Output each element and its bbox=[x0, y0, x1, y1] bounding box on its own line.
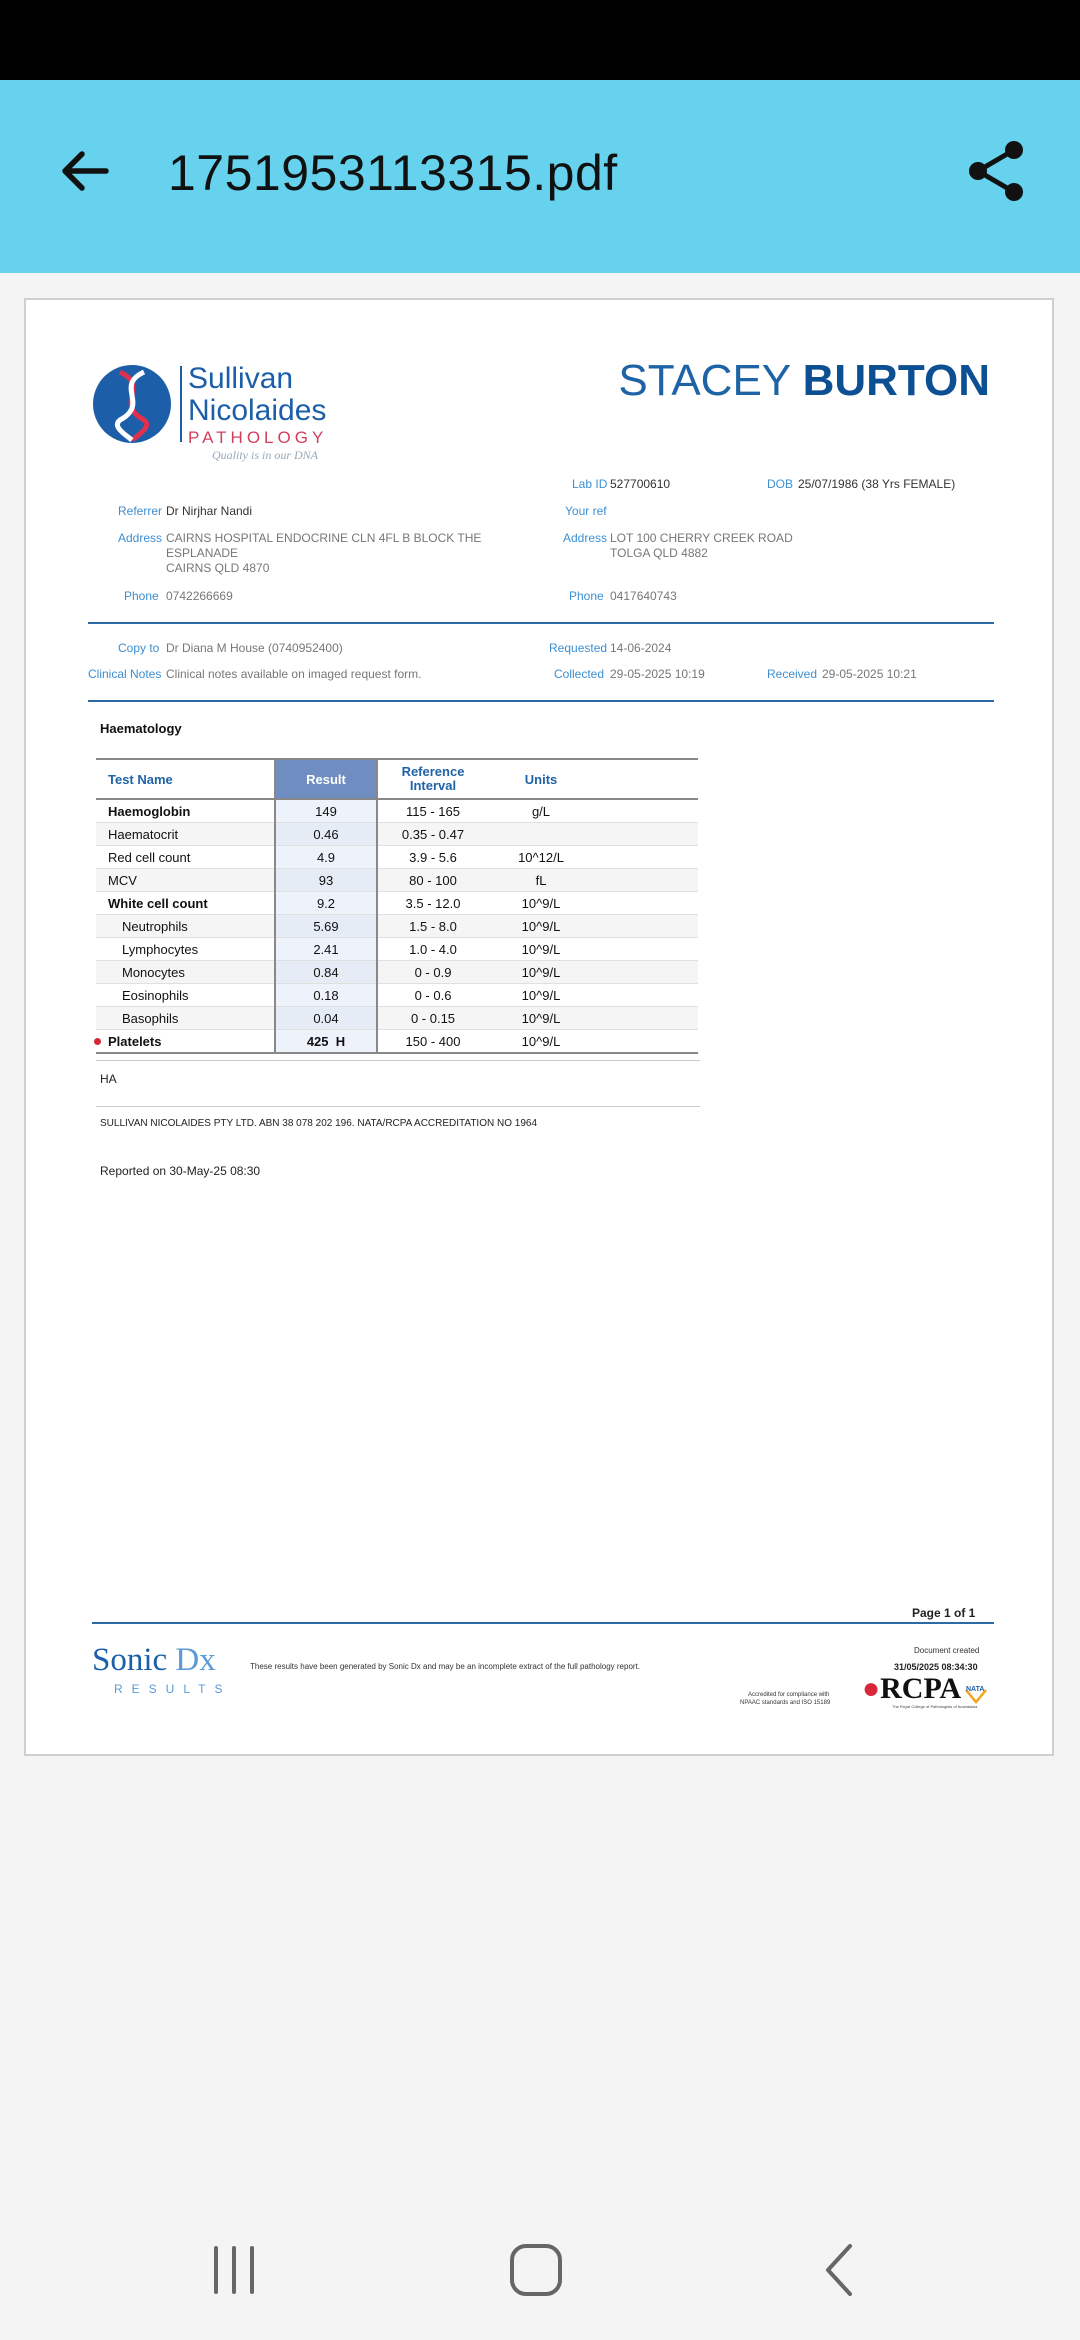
patient-name bbox=[618, 356, 990, 406]
test-reference: 1.0 - 4.0 bbox=[377, 938, 488, 961]
abnormal-flag-icon bbox=[94, 1038, 101, 1045]
test-unit: g/L bbox=[488, 799, 594, 823]
header-divider bbox=[88, 622, 994, 624]
patient-phone-label: Phone bbox=[569, 589, 604, 603]
test-name: Monocytes bbox=[96, 961, 275, 984]
col-test-name: Test Name bbox=[96, 759, 275, 799]
patient-address-label: Address bbox=[563, 531, 608, 545]
test-reference: 115 - 165 bbox=[377, 799, 488, 823]
row-spacer bbox=[594, 915, 698, 938]
table-row bbox=[96, 799, 698, 823]
home-icon[interactable] bbox=[506, 2240, 566, 2300]
page-indicator: Page 1 of 1 bbox=[912, 1606, 976, 1620]
clinical-notes-value: Clinical notes available on imaged request form. bbox=[166, 667, 422, 681]
col-spacer bbox=[594, 759, 698, 799]
table-bottom-rule bbox=[96, 1060, 700, 1061]
received-label: Received bbox=[767, 667, 818, 681]
sonic-dx-results: RESULTS bbox=[114, 1682, 232, 1696]
test-reference: 150 - 400 bbox=[377, 1030, 488, 1054]
lab-name-line1: Sullivan bbox=[188, 362, 294, 395]
back-arrow-icon[interactable] bbox=[56, 142, 114, 200]
sonic-brand-b: Dx bbox=[175, 1642, 216, 1678]
test-result: 0.18 bbox=[275, 984, 377, 1007]
col-result: Result bbox=[275, 759, 377, 799]
referrer-label: Referrer bbox=[118, 504, 163, 518]
table-row bbox=[96, 961, 698, 984]
initials-rule bbox=[96, 1106, 700, 1107]
section-title: Haematology bbox=[100, 721, 182, 736]
copy-to-label: Copy to bbox=[118, 641, 160, 655]
patient-phone-value: 0417640743 bbox=[610, 589, 677, 603]
test-name: Lymphocytes bbox=[96, 938, 275, 961]
collected-value: 29-05-2025 10:19 bbox=[610, 667, 705, 681]
lab-name-line3: PATHOLOGY bbox=[188, 428, 328, 447]
pdf-page[interactable] bbox=[24, 298, 1054, 1756]
rcpa-logo: ●RCPA bbox=[862, 1672, 962, 1705]
referrer-address-line3: CAIRNS QLD 4870 bbox=[166, 561, 270, 575]
test-result: 5.69 bbox=[275, 915, 377, 938]
dna-logo-icon bbox=[92, 364, 172, 444]
test-reference: 1.5 - 8.0 bbox=[377, 915, 488, 938]
document-created-value: 31/05/2025 08:34:30 bbox=[894, 1662, 978, 1672]
row-spacer bbox=[594, 823, 698, 846]
row-spacer bbox=[594, 938, 698, 961]
sonic-dx-wordmark bbox=[92, 1642, 216, 1679]
test-unit: 10^9/L bbox=[488, 1030, 594, 1054]
row-spacer bbox=[594, 799, 698, 823]
test-reference: 0 - 0.6 bbox=[377, 984, 488, 1007]
clinical-notes-label: Clinical Notes bbox=[88, 667, 162, 681]
referrer-phone-value: 0742266669 bbox=[166, 589, 233, 603]
test-name: White cell count bbox=[96, 892, 275, 915]
share-icon[interactable] bbox=[964, 138, 1030, 204]
dob-value: 25/07/1986 (38 Yrs FEMALE) bbox=[798, 477, 956, 491]
col-reference bbox=[377, 759, 488, 799]
test-name: Neutrophils bbox=[96, 915, 275, 938]
system-navigation-bar bbox=[0, 2200, 1080, 2340]
test-result: 93 bbox=[275, 869, 377, 892]
disclaimer: These results have been generated by Sonic Dx and may be an incomplete extract of the full pathology report. bbox=[250, 1662, 641, 1671]
test-result: 0.04 bbox=[275, 1007, 377, 1030]
test-result: 0.46 bbox=[275, 823, 377, 846]
collected-label: Collected bbox=[554, 667, 605, 681]
test-result: 2.41 bbox=[275, 938, 377, 961]
requested-label: Requested bbox=[549, 641, 608, 655]
test-name: Basophils bbox=[96, 1007, 275, 1030]
referrer-address-label: Address bbox=[118, 531, 163, 545]
col-units: Units bbox=[488, 759, 594, 799]
patient-first-name: STACEY bbox=[618, 356, 791, 405]
received-value: 29-05-2025 10:21 bbox=[822, 667, 917, 681]
patient-address-line1: LOT 100 CHERRY CREEK ROAD bbox=[610, 531, 793, 545]
table-row bbox=[96, 892, 698, 915]
patient-last-name: BURTON bbox=[802, 356, 990, 405]
test-result: 4.9 bbox=[275, 846, 377, 869]
row-spacer bbox=[594, 1030, 698, 1054]
lab-id-label: Lab ID bbox=[572, 477, 608, 491]
back-nav-icon[interactable] bbox=[810, 2240, 870, 2300]
status-bar bbox=[0, 0, 1080, 80]
document-created-label: Document created bbox=[914, 1646, 980, 1655]
table-row bbox=[96, 915, 698, 938]
test-unit: 10^9/L bbox=[488, 1007, 594, 1030]
test-unit: 10^9/L bbox=[488, 938, 594, 961]
table-row-flagged bbox=[96, 1030, 698, 1054]
high-flag: H bbox=[335, 1033, 346, 1049]
reported-on: Reported on 30-May-25 08:30 bbox=[100, 1164, 261, 1178]
test-result: 0.84 bbox=[275, 961, 377, 984]
info-divider bbox=[88, 700, 994, 702]
test-name: Platelets bbox=[108, 1033, 162, 1049]
your-ref-label: Your ref bbox=[565, 504, 607, 518]
lab-tagline: Quality is in our DNA bbox=[212, 448, 319, 462]
footer-divider bbox=[92, 1622, 994, 1624]
table-row bbox=[96, 846, 698, 869]
row-spacer bbox=[594, 869, 698, 892]
row-spacer bbox=[594, 846, 698, 869]
table-row bbox=[96, 1007, 698, 1030]
test-reference: 3.9 - 5.6 bbox=[377, 846, 488, 869]
recent-apps-icon[interactable] bbox=[204, 2240, 264, 2300]
test-reference: 80 - 100 bbox=[377, 869, 488, 892]
test-name: Red cell count bbox=[96, 846, 275, 869]
dob-label: DOB bbox=[767, 477, 794, 491]
test-result: 425 bbox=[306, 1033, 329, 1049]
row-spacer bbox=[594, 892, 698, 915]
test-result-cell bbox=[275, 1030, 377, 1054]
test-unit: fL bbox=[488, 869, 594, 892]
test-name-cell bbox=[96, 1030, 275, 1054]
accreditation-line2: NPAAC standards and ISO 15189 bbox=[740, 1700, 831, 1706]
copy-to-value: Dr Diana M House (0740952400) bbox=[166, 641, 343, 655]
table-row bbox=[96, 869, 698, 892]
test-name: Eosinophils bbox=[96, 984, 275, 1007]
requested-value: 14-06-2024 bbox=[610, 641, 672, 655]
test-unit: 10^9/L bbox=[488, 984, 594, 1007]
test-result: 9.2 bbox=[275, 892, 377, 915]
initials: HA bbox=[100, 1072, 117, 1086]
test-unit: 10^9/L bbox=[488, 915, 594, 938]
table-row bbox=[96, 938, 698, 961]
rcpa-subtitle: The Royal College of Pathologists of Australasia bbox=[892, 1704, 978, 1709]
company-line: SULLIVAN NICOLAIDES PTY LTD. ABN 38 078 202 196. NATA/RCPA ACCREDITATION NO 1964 bbox=[100, 1118, 538, 1129]
test-name: Haemoglobin bbox=[96, 799, 275, 823]
table-row bbox=[96, 823, 698, 846]
test-reference: 0 - 0.9 bbox=[377, 961, 488, 984]
test-name: MCV bbox=[96, 869, 275, 892]
accreditation-line1: Accredited for compliance with bbox=[748, 1692, 830, 1698]
test-reference: 3.5 - 12.0 bbox=[377, 892, 488, 915]
col-reference-line1: Reference bbox=[401, 764, 465, 779]
referrer-address-line1: CAIRNS HOSPITAL ENDOCRINE CLN 4FL B BLOCK THE bbox=[166, 531, 482, 545]
table-row bbox=[96, 984, 698, 1007]
test-name: Haematocrit bbox=[96, 823, 275, 846]
table-header-row bbox=[96, 759, 698, 799]
lab-logo bbox=[92, 364, 332, 464]
row-spacer bbox=[594, 984, 698, 1007]
test-unit: 10^12/L bbox=[488, 846, 594, 869]
test-reference: 0 - 0.15 bbox=[377, 1007, 488, 1030]
patient-address-line2: TOLGA QLD 4882 bbox=[610, 546, 708, 560]
row-spacer bbox=[594, 961, 698, 984]
referrer-phone-label: Phone bbox=[124, 589, 159, 603]
results-table bbox=[96, 758, 698, 1054]
lab-id-value: 527700610 bbox=[610, 477, 671, 491]
col-reference-line2: Interval bbox=[409, 778, 457, 793]
test-unit: 10^9/L bbox=[488, 961, 594, 984]
test-result: 149 bbox=[275, 799, 377, 823]
document-title: 1751953113315.pdf bbox=[168, 145, 618, 201]
test-unit: 10^9/L bbox=[488, 892, 594, 915]
test-unit bbox=[488, 823, 594, 846]
rcpa-text: RCPA bbox=[880, 1672, 962, 1705]
row-spacer bbox=[594, 1007, 698, 1030]
logo-divider bbox=[180, 366, 182, 442]
app-bar bbox=[0, 80, 1080, 273]
lab-name-line2: Nicolaides bbox=[188, 394, 327, 427]
referrer-value: Dr Nirjhar Nandi bbox=[166, 504, 253, 518]
nata-text: NATA bbox=[966, 1686, 985, 1693]
referrer-address-line2: ESPLANADE bbox=[166, 546, 239, 560]
test-reference: 0.35 - 0.47 bbox=[377, 823, 488, 846]
sonic-brand-a: Sonic bbox=[92, 1642, 168, 1678]
